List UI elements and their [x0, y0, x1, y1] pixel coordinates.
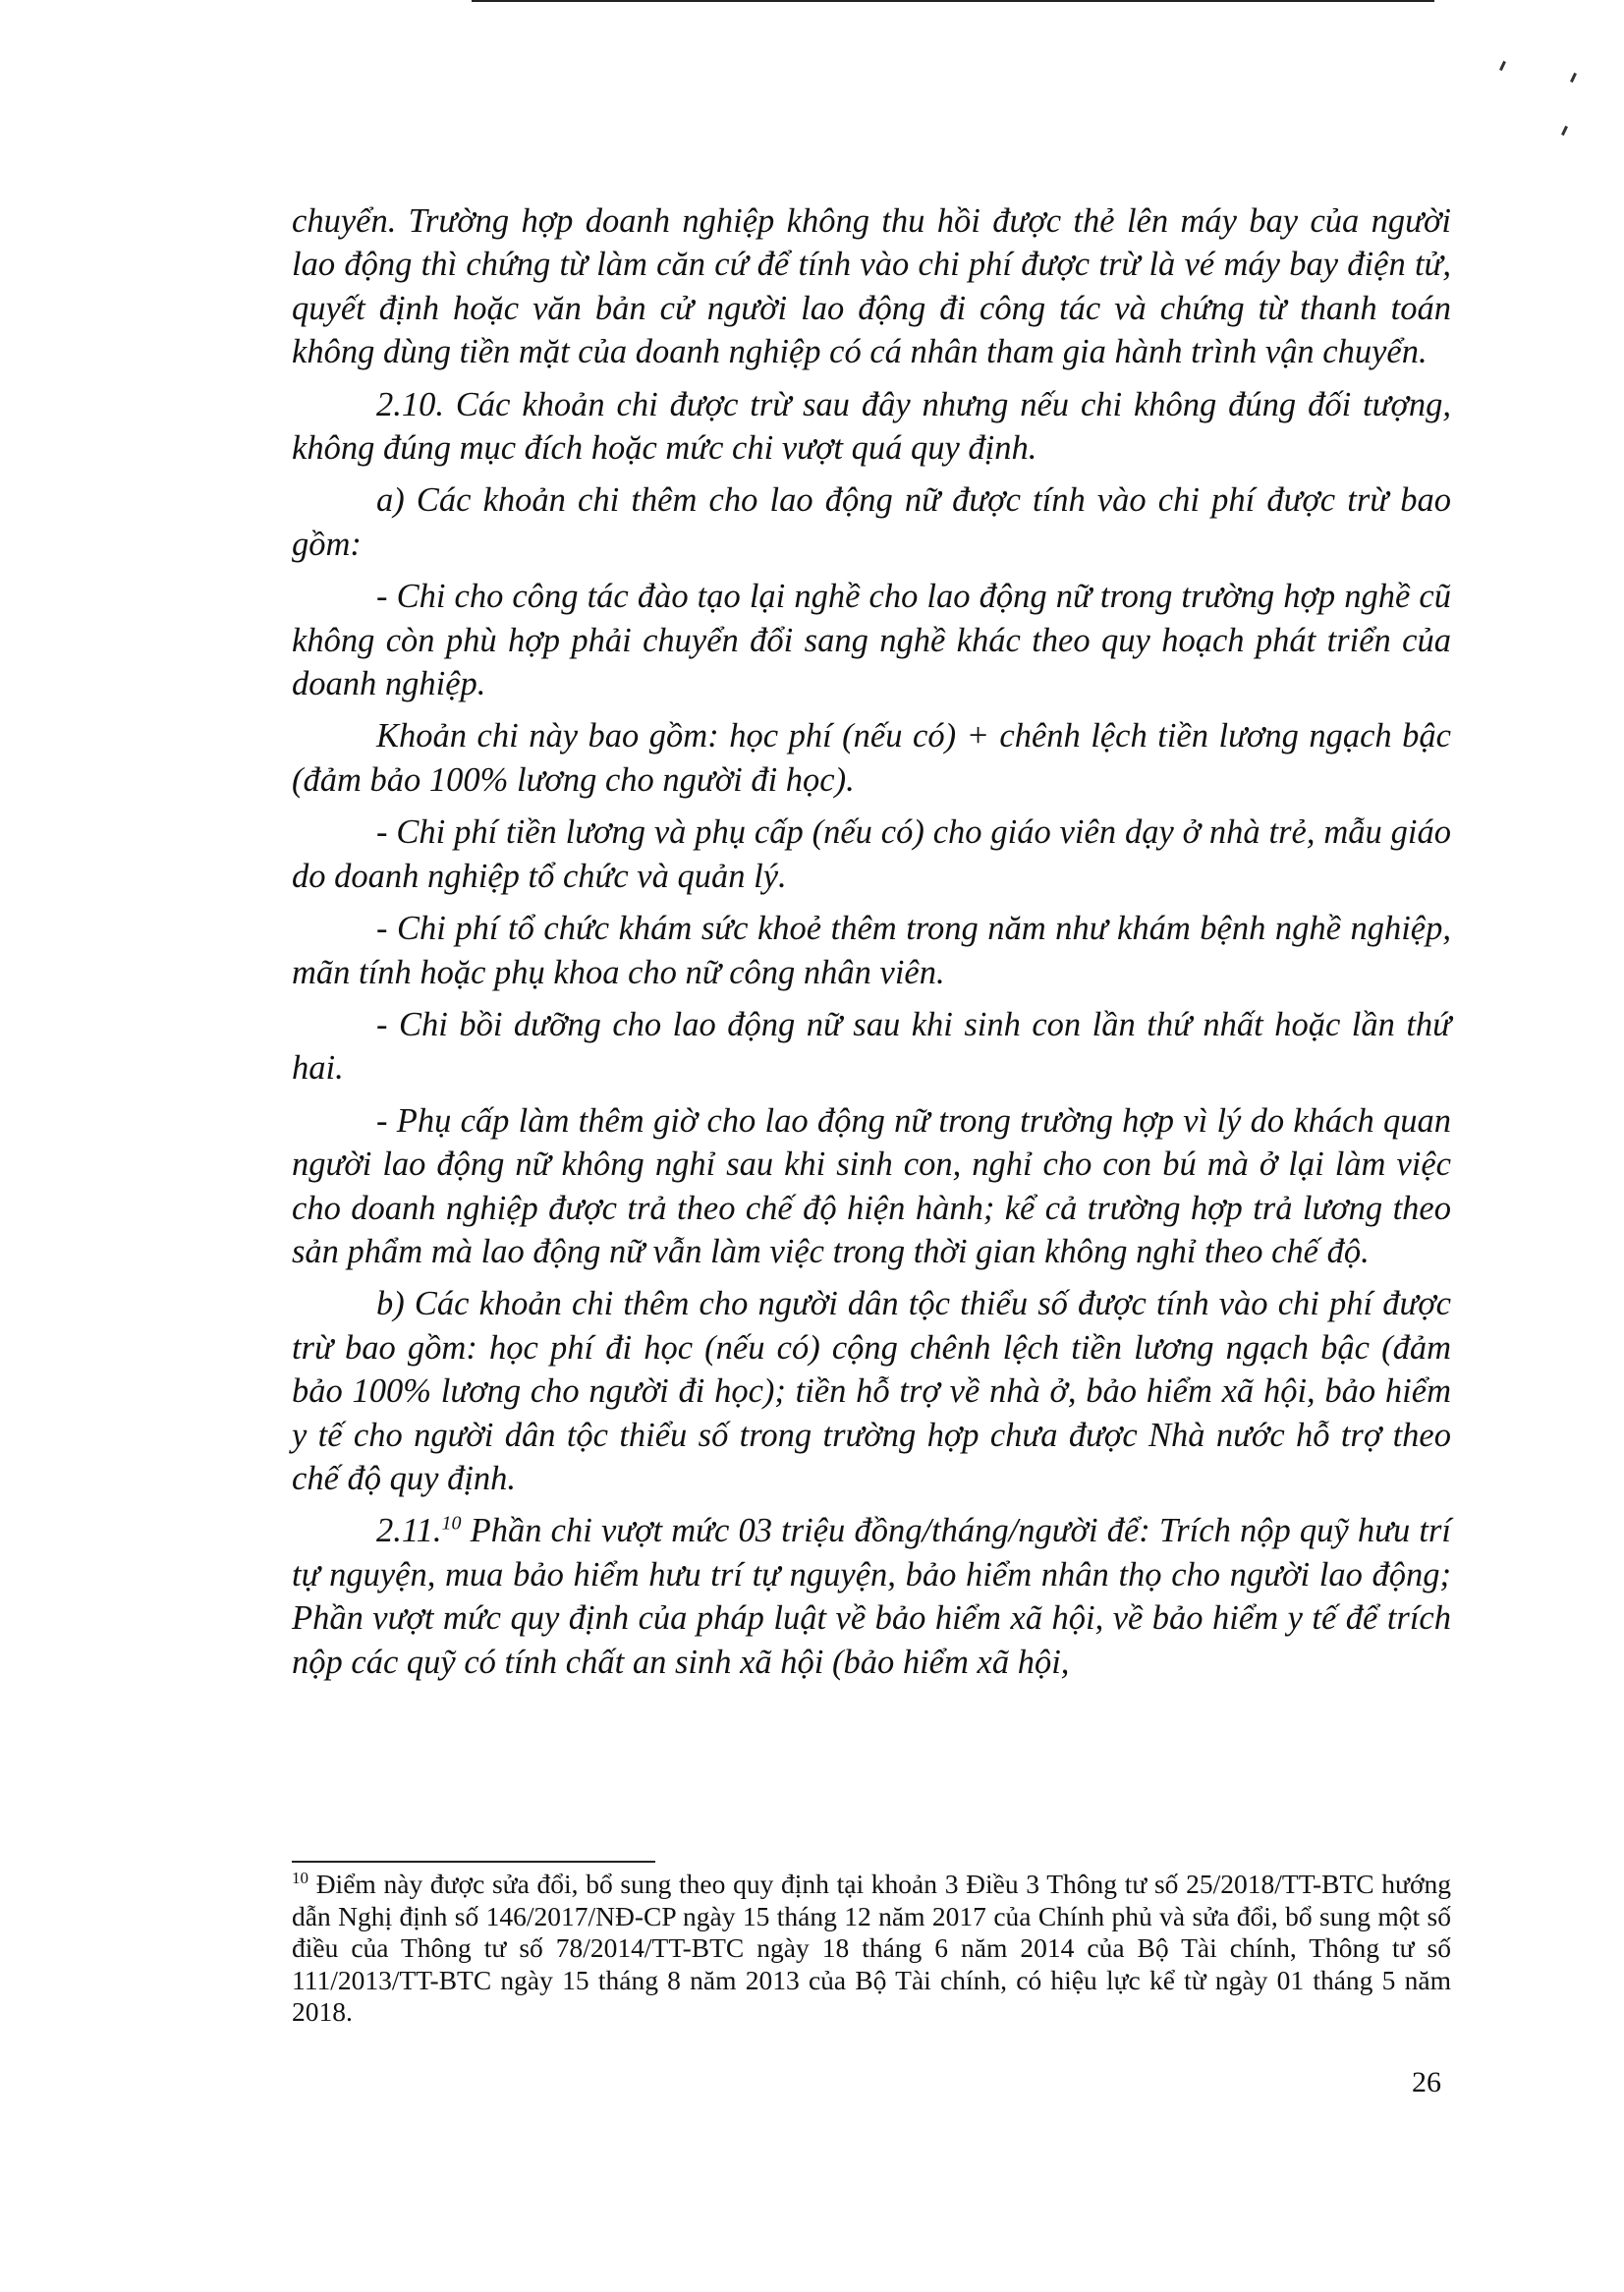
footnote: [292, 1869, 1451, 2029]
scan-artifact-mark: [1561, 126, 1568, 136]
footnote-separator: [292, 1861, 655, 1863]
paragraph: - Chi bồi dưỡng cho lao động nữ sau khi sinh con lần thứ nhất hoặc lần thứ hai.: [292, 1005, 1451, 1088]
scan-artifact-mark: [1499, 61, 1506, 71]
paragraph: 2.10. Các khoản chi được trừ sau đây nhưng nếu chi không đúng đối tượng, không đúng mục đích hoặc mức chi vượt quá quy định.: [292, 385, 1451, 468]
paragraph: Khoản chi này bao gồm: học phí (nếu có) + chênh lệch tiền lương ngạch bậc (đảm bảo 100% lương cho người đi học).: [292, 717, 1451, 799]
paragraph: - Chi cho công tác đào tạo lại nghề cho lao động nữ trong trường hợp nghề cũ không còn phù hợp phải chuyển đổi sang nghề khác theo quy hoạch phát triển của doanh nghiệp.: [292, 578, 1451, 703]
paragraph: a) Các khoản chi thêm cho lao động nữ được tính vào chi phí được trừ bao gồm:: [292, 481, 1451, 563]
footnote-marker: 10: [292, 1868, 308, 1887]
paragraph: chuyển. Trường hợp doanh nghiệp không thu hồi được thẻ lên máy bay của người lao động thì chứng từ làm căn cứ để tính vào chi phí được trừ là vé máy bay điện tử, quyết định hoặc văn bản cử người lao động đi công tác và chứng từ thanh toán không dùng tiền mặt của doanh nghiệp có cá nhân tham gia hành trình vận chuyển.: [292, 202, 1451, 371]
paragraph-text: Phần chi vượt mức 03 triệu đồng/tháng/người để: Trích nộp quỹ hưu trí tự nguyện, mua bảo hiểm hưu trí tự nguyện, bảo hiểm nhân thọ cho người lao động; Phần vượt mức quy định của pháp luật về bảo hiểm xã hội, về bảo hiểm y tế để trích nộp các quỹ có tính chất an sinh xã hội (bảo hiểm xã hội,: [292, 1512, 1451, 1681]
top-border-line: [472, 0, 1434, 2]
section-number: 2.11.: [376, 1512, 442, 1550]
document-body: [292, 199, 1451, 1693]
paragraph: - Chi phí tiền lương và phụ cấp (nếu có) cho giáo viên dạy ở nhà trẻ, mẫu giáo do doanh nghiệp tổ chức và quản lý.: [292, 813, 1451, 895]
paragraph: - Chi phí tổ chức khám sức khoẻ thêm trong năm như khám bệnh nghề nghiệp, mãn tính hoặc phụ khoa cho nữ công nhân viên.: [292, 910, 1451, 991]
scan-artifact-mark: [1570, 73, 1577, 83]
paragraph-with-footnote: [292, 1509, 1451, 1684]
page-number: 26: [1412, 2066, 1441, 2098]
footnote-reference[interactable]: 10: [441, 1512, 462, 1535]
footnote-text: Điểm này được sửa đổi, bổ sung theo quy định tại khoản 3 Điều 3 Thông tư số 25/2018/TT-BTC hướng dẫn Nghị định số 146/2017/NĐ-CP ngày 15 tháng 12 năm 2017 của Chính phủ và sửa đổi, bổ sung một số điều của Thông tư số 78/2014/TT-BTC ngày 18 tháng 6 năm 2014 của Bộ Tài chính, Thông tư số 111/2013/TT-BTC ngày 15 tháng 8 năm 2013 của Bộ Tài chính, có hiệu lực kể từ ngày 01 tháng 5 năm 2018.: [292, 1869, 1451, 2027]
paragraph: b) Các khoản chi thêm cho người dân tộc thiểu số được tính vào chi phí được trừ bao gồm: học phí đi học (nếu có) cộng chênh lệch tiền lương ngạch bậc (đảm bảo 100% lương cho người đi học); tiền hỗ trợ về nhà ở, bảo hiểm xã hội, bảo hiểm y tế cho người dân tộc thiểu số trong trường hợp chưa được Nhà nước hỗ trợ theo chế độ quy định.: [292, 1285, 1451, 1497]
paragraph: - Phụ cấp làm thêm giờ cho lao động nữ trong trường hợp vì lý do khách quan người lao động nữ không nghỉ sau khi sinh con, nghỉ cho con bú mà ở lại làm việc cho doanh nghiệp được trả theo chế độ hiện hành; kể cả trường hợp trả lương theo sản phẩm mà lao động nữ vẫn làm việc trong thời gian không nghỉ theo chế độ.: [292, 1101, 1451, 1270]
